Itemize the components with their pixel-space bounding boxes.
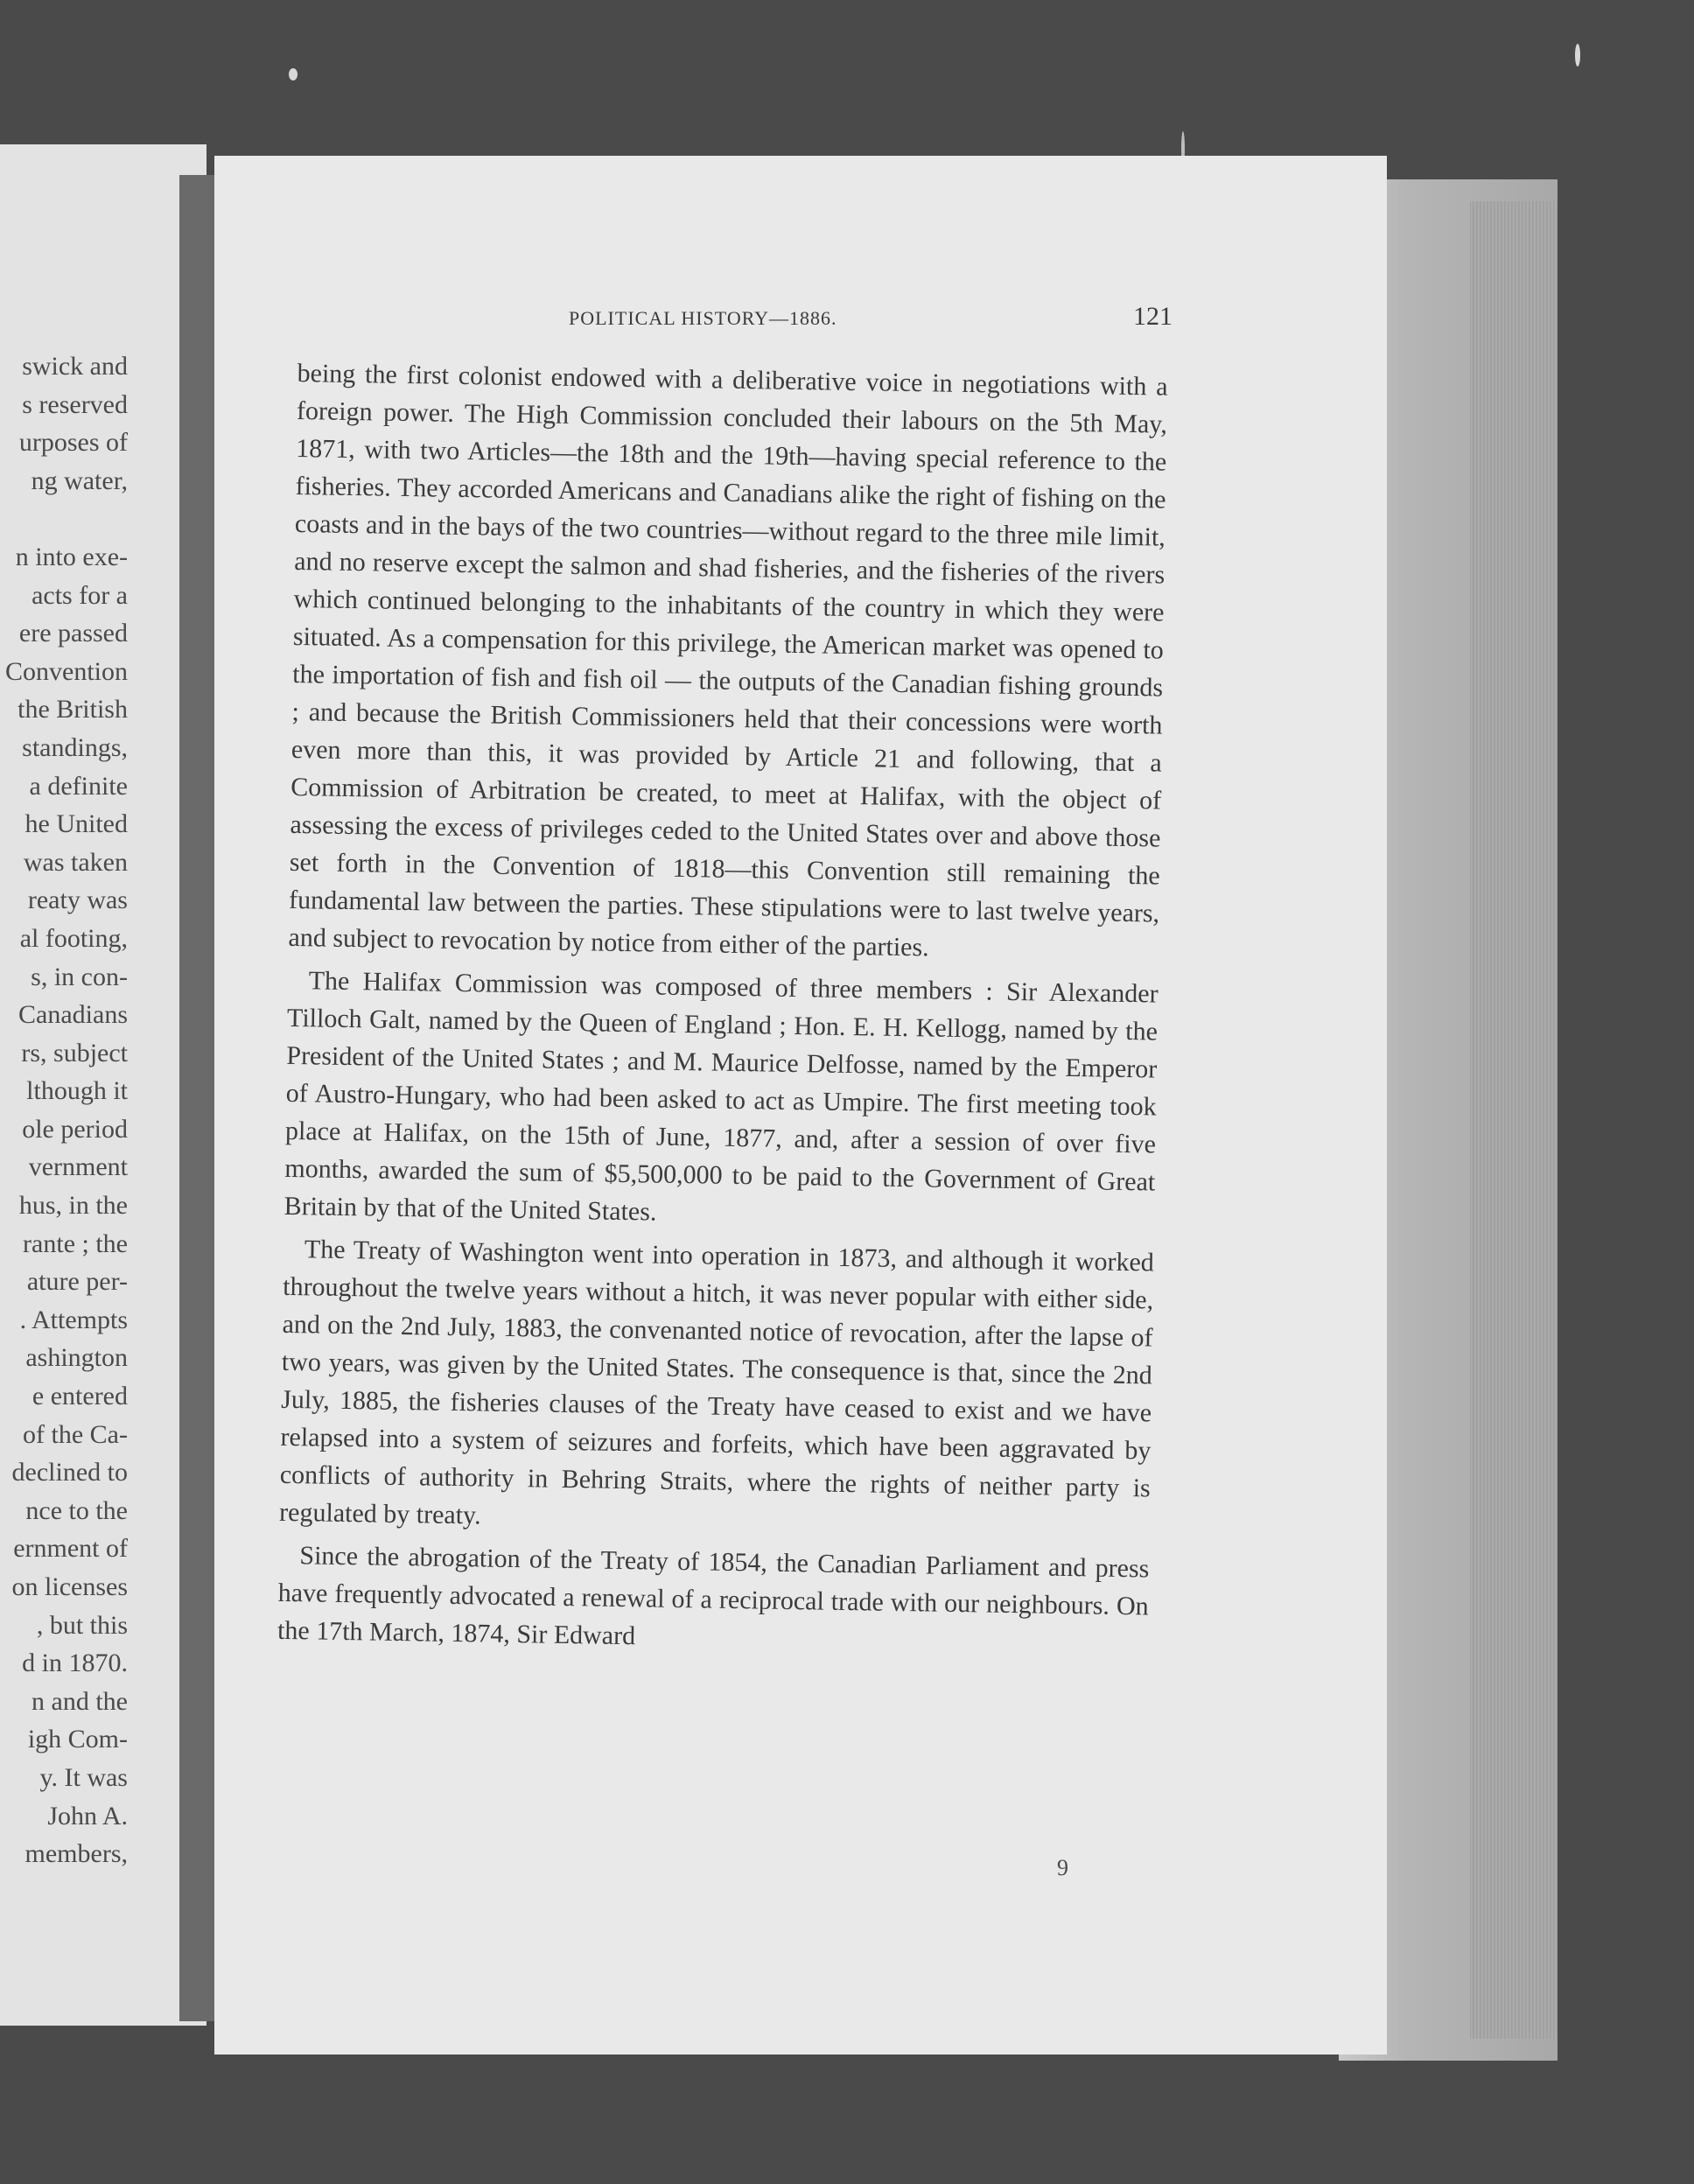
left-page-line: igh Com- [27,1725,128,1754]
left-page-line: the British [18,695,128,724]
left-page-line: urposes of [18,428,128,458]
left-page-line: he United [24,809,128,839]
left-page-line: d in 1870. [22,1648,128,1678]
left-page-line: reaty was [27,886,128,915]
left-page-line: Convention [5,656,128,686]
left-page-line: on licenses [11,1572,128,1601]
left-page-line: ature per- [26,1267,128,1297]
left-facing-page [0,144,206,2026]
left-page-line: e entered [32,1382,128,1411]
left-page-line: ere passed [18,619,128,648]
left-page-line: hus, in the [18,1191,128,1221]
left-page-text [0,347,128,1873]
left-page-line: . Attempts [19,1305,128,1334]
paragraph: being the first colonist endowed with a deliberative voice in negotiations with a foreign power. The High Commission concluded their labours on the 5th May, 1871, with two Articles—the 18th and the 19th—having special reference to the fisheries. They accorded Americans and Canadians alike the right of fishing on the coasts and in the bays of the two countries—without regard to the three mile limit, and no reserve except the salmon and shad fisheries, and the fisheries of the rivers which continued belonging to the inhabitants of the country in which they were situated. As a compensation for this privilege, the American market was opened to the importation of fish and fish oil — the outputs of the Canadian fishing grounds ; and because the British Commissioners held that their concessions were worth even more than this, it was provided by Article 21 and following, that a Commission of Arbitration be created, to meet at Halifax, with the object of assessing the excess of privileges ceded to the United States over and above those set forth in the Convention of 1818—this Convention still remaining the fundamental law between the parties. These stipulations were to last twelve years, and subject to revocation by notice from either of the parties. [288,358,1168,962]
left-page-line: , but this [36,1610,128,1640]
page-number: 121 [1133,302,1172,331]
left-page-line: s reserved [22,389,128,419]
left-page-line: ng water, [31,466,128,495]
left-page-line: ole period [22,1114,128,1144]
dust-speck [1575,44,1580,66]
paragraph: The Halifax Commission was composed of three members : Sir Alexander Tilloch Galt, named by the Queen of England ; Hon. E. H. Kellogg, named by the President of the United States ; and M. Maurice Delfosse, named by the Emperor of Austro-Hungary, who had been asked to act as Umpire. The first meeting took place at Halifax, on the 15th of June, 1877, and, after a session of over five months, awarded the sum of $5,500,000 to be paid to the Government of Great Britain by that of the United States. [284,966,1158,1227]
left-page-line: a definite [29,771,128,801]
left-page-line: s, in con- [31,962,128,991]
body-text [277,354,1168,1668]
left-page-line: y. It was [39,1762,128,1792]
left-page-line: nce to the [25,1495,128,1525]
signature-mark: 9 [1057,1855,1068,1880]
left-page-line: vernment [28,1152,128,1182]
left-page-line: declined to [11,1458,128,1488]
left-page-line [0,500,128,538]
left-page-line: John A. [47,1801,128,1830]
left-page-line: standings, [22,732,128,762]
left-page-line: acts for a [32,580,128,610]
left-page-line: n into exe- [15,542,128,571]
left-page-line: lthough it [26,1076,128,1106]
running-head: POLITICAL HISTORY—1886. [569,307,837,329]
left-page-line: ernment of [13,1534,128,1564]
left-page-line: swick and [22,352,128,381]
dust-speck [289,68,298,80]
paragraph: Since the abrogation of the Treaty of 1854, the Canadian Parliament and press have frequently advocated a renewal of a reciprocal trade with our neighbours. On the 17th March, 1874, Sir Edward [276,1541,1150,1651]
left-page-line: of the Ca- [23,1419,128,1449]
left-page-line: members, [24,1839,128,1869]
left-page-line: rs, subject [21,1038,128,1068]
left-page-line: rante ; the [23,1228,128,1258]
left-page-line: ashington [25,1343,128,1373]
paragraph: The Treaty of Washington went into operation in 1873, and although it worked throughout the twelve years without a hitch, it was never popular with either side, and on the 2nd July, 1883, the convenanted notice of revocation, after the lapse of two years, was given by the United States. The consequence is that, since the 2nd July, 1885, the fisheries clauses of the Treaty have ceased to exist and we have relapsed into a system of seizures and forfeits, which have been aggravated by conflicts of authority in Behring Straits, where the rights of neither party is regulated by treaty. [278,1235,1155,1530]
left-page-line: al footing, [19,923,128,953]
left-page-line: was taken [23,847,128,877]
left-page-line: Canadians [18,1000,128,1030]
left-page-line: n and the [32,1686,128,1716]
